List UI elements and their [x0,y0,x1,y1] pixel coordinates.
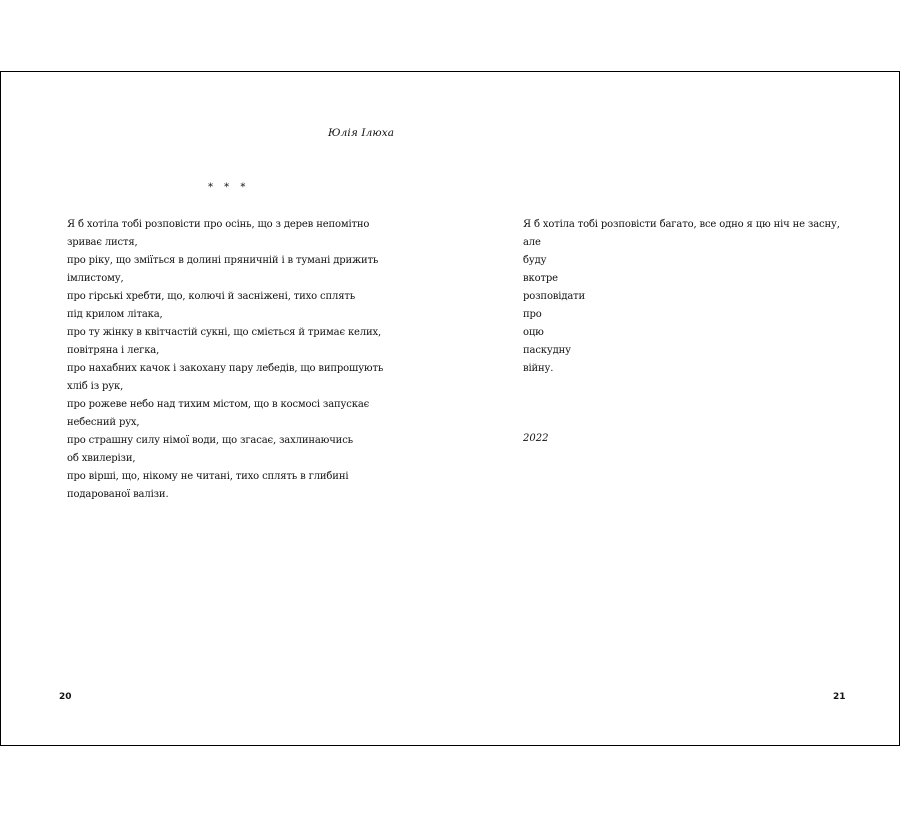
poem-line: про нахабних качок і закохану пару лебедів, що випрошують [67,363,384,374]
poem-line: повітряна і легка, [67,345,160,356]
poem-line: війну. [523,363,554,374]
poem-line: оцю [523,327,544,338]
poem-line: про рожеве небо над тихим містом, що в космосі запускає [67,399,370,410]
poem-line: імлистому, [67,273,124,284]
poem-line: про ту жінку в квітчастій сукні, що сміється й тримає келих, [67,327,382,338]
poem-line: про ріку, що зміїться в долині пряничній і в тумані дрижить [67,255,379,266]
poem-line: розповідати [523,291,586,302]
poem-line: про вірші, що, нікому не читані, тихо сплять в глибині [67,471,349,482]
poem-line: об хвилерізи, [67,453,136,464]
poem-line: Я б хотіла тобі розповісти багато, все одно я цю ніч не засну, [523,219,840,230]
poem-year: 2022 [523,433,549,444]
poem-line: Я б хотіла тобі розповісти про осінь, що з дерев непомітно [67,219,370,230]
poem-line: про гірські хребти, що, колючі й засніжені, тихо сплять [67,291,356,302]
poem-left-page [67,216,383,504]
poem-line: вкотре [523,273,558,284]
book-spread [0,71,900,746]
poem-line: паскудну [523,345,571,356]
poem-line: подарованої валізи. [67,489,169,500]
page-number-right: 21 [833,692,846,702]
poem-line: під крилом літака, [67,309,163,320]
poem-line: хліб із рук, [67,381,124,392]
running-header-author: Юлія Ілюха [328,127,395,139]
poem-line: небесний рух, [67,417,140,428]
poem-line: про [523,309,542,320]
poem-right-page [523,216,840,378]
poem-line: але [523,237,541,248]
page-number-left: 20 [59,692,72,702]
poem-line: зриває листя, [67,237,138,248]
poem-line: буду [523,255,547,266]
section-ornament: * * * [208,182,250,193]
poem-line: про страшну силу німої води, що згасає, захлинаючись [67,435,353,446]
